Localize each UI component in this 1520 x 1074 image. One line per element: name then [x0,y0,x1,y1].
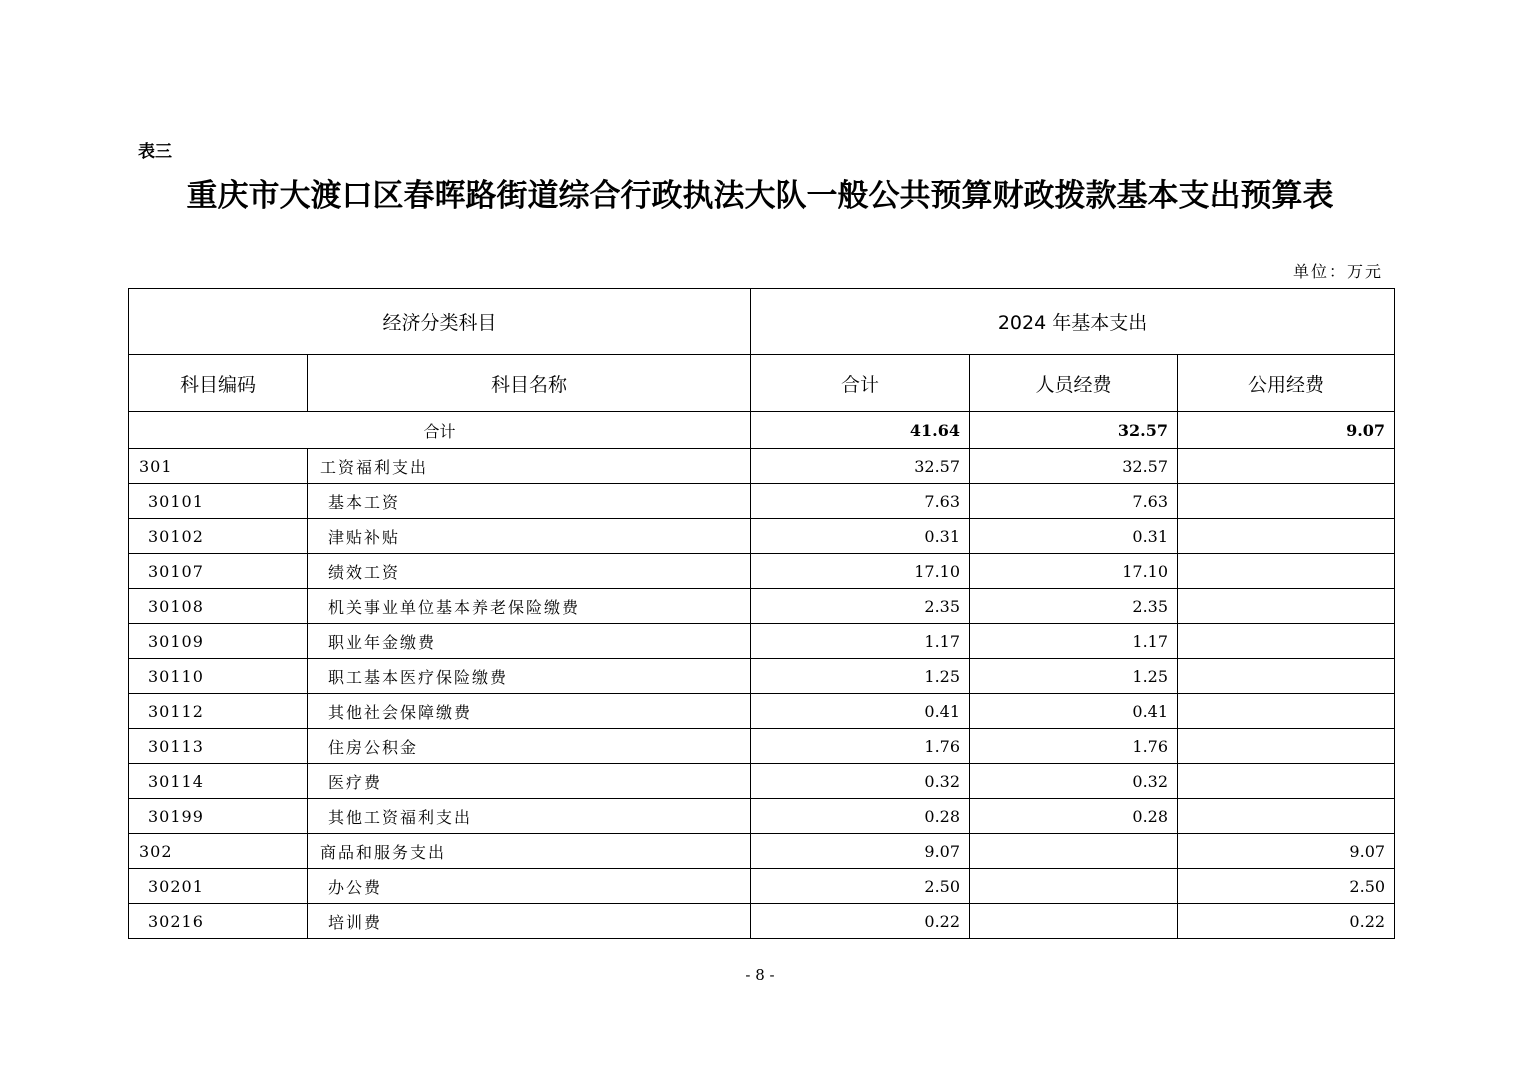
row-personnel: 0.31 [970,519,1178,554]
row-total: 2.50 [751,869,970,904]
column-header-row [129,355,1395,412]
row-public [1178,554,1395,589]
row-name: 其他社会保障缴费 [308,694,751,729]
row-total: 0.31 [751,519,970,554]
row-public: 0.22 [1178,904,1395,939]
table-row [129,764,1395,799]
header-subject-name: 科目名称 [308,355,751,412]
row-public [1178,449,1395,484]
group-header-row [129,289,1395,355]
row-personnel [970,904,1178,939]
row-total: 17.10 [751,554,970,589]
table-row [129,659,1395,694]
row-personnel: 1.76 [970,729,1178,764]
row-total: 1.76 [751,729,970,764]
row-name: 机关事业单位基本养老保险缴费 [308,589,751,624]
row-name: 工资福利支出 [308,449,751,484]
row-code: 30114 [129,764,308,799]
table-row [129,869,1395,904]
row-code: 30199 [129,799,308,834]
row-public: 9.07 [1178,834,1395,869]
row-personnel [970,869,1178,904]
header-personnel-funds: 人员经费 [970,355,1178,412]
row-personnel: 1.25 [970,659,1178,694]
row-personnel: 0.28 [970,799,1178,834]
row-public [1178,659,1395,694]
page-number: - 8 - [745,966,775,984]
row-public [1178,519,1395,554]
header-economic-classification: 经济分类科目 [129,289,751,355]
total-row [129,412,1395,449]
table-row [129,904,1395,939]
table-row [129,449,1395,484]
row-code: 30110 [129,659,308,694]
row-personnel: 0.41 [970,694,1178,729]
table-label: 表三 [138,142,172,162]
row-public [1178,589,1395,624]
total-amount: 41.64 [751,412,970,449]
row-name: 医疗费 [308,764,751,799]
row-code: 30113 [129,729,308,764]
row-name: 绩效工资 [308,554,751,589]
row-public [1178,799,1395,834]
header-public-funds: 公用经费 [1178,355,1395,412]
row-personnel [970,834,1178,869]
row-code: 30102 [129,519,308,554]
row-code: 30107 [129,554,308,589]
row-total: 32.57 [751,449,970,484]
header-basic-expenditure: 2024 年基本支出 [751,289,1395,355]
row-public [1178,624,1395,659]
row-name: 职业年金缴费 [308,624,751,659]
row-name: 基本工资 [308,484,751,519]
row-code: 30109 [129,624,308,659]
table-row [129,624,1395,659]
row-code: 30112 [129,694,308,729]
row-personnel: 1.17 [970,624,1178,659]
row-public [1178,694,1395,729]
row-code: 30101 [129,484,308,519]
row-public [1178,484,1395,519]
row-code: 301 [129,449,308,484]
table-row [129,589,1395,624]
row-name: 办公费 [308,869,751,904]
total-label: 合计 [129,412,751,449]
row-name: 商品和服务支出 [308,834,751,869]
row-public [1178,729,1395,764]
row-public [1178,764,1395,799]
row-name: 津贴补贴 [308,519,751,554]
header-total: 合计 [751,355,970,412]
row-personnel: 0.32 [970,764,1178,799]
row-personnel: 17.10 [970,554,1178,589]
row-total: 9.07 [751,834,970,869]
table-row [129,694,1395,729]
row-total: 0.22 [751,904,970,939]
row-name: 住房公积金 [308,729,751,764]
row-total: 7.63 [751,484,970,519]
row-personnel: 7.63 [970,484,1178,519]
row-total: 0.41 [751,694,970,729]
row-total: 1.17 [751,624,970,659]
row-name: 其他工资福利支出 [308,799,751,834]
budget-table [128,288,1395,939]
row-public: 2.50 [1178,869,1395,904]
row-personnel: 32.57 [970,449,1178,484]
document-title: 重庆市大渡口区春晖路街道综合行政执法大队一般公共预算财政拨款基本支出预算表 [186,178,1334,214]
budget-table-body [129,289,1395,939]
row-code: 302 [129,834,308,869]
row-total: 1.25 [751,659,970,694]
table-row [129,799,1395,834]
table-row [129,484,1395,519]
total-personnel: 32.57 [970,412,1178,449]
table-row [129,834,1395,869]
row-name: 职工基本医疗保险缴费 [308,659,751,694]
row-code: 30201 [129,869,308,904]
row-total: 0.32 [751,764,970,799]
row-personnel: 2.35 [970,589,1178,624]
total-public: 9.07 [1178,412,1395,449]
row-name: 培训费 [308,904,751,939]
table-row [129,729,1395,764]
row-total: 0.28 [751,799,970,834]
row-code: 30108 [129,589,308,624]
row-total: 2.35 [751,589,970,624]
unit-label: 单位：万元 [1292,262,1383,281]
row-code: 30216 [129,904,308,939]
header-subject-code: 科目编码 [129,355,308,412]
table-row [129,554,1395,589]
table-row [129,519,1395,554]
